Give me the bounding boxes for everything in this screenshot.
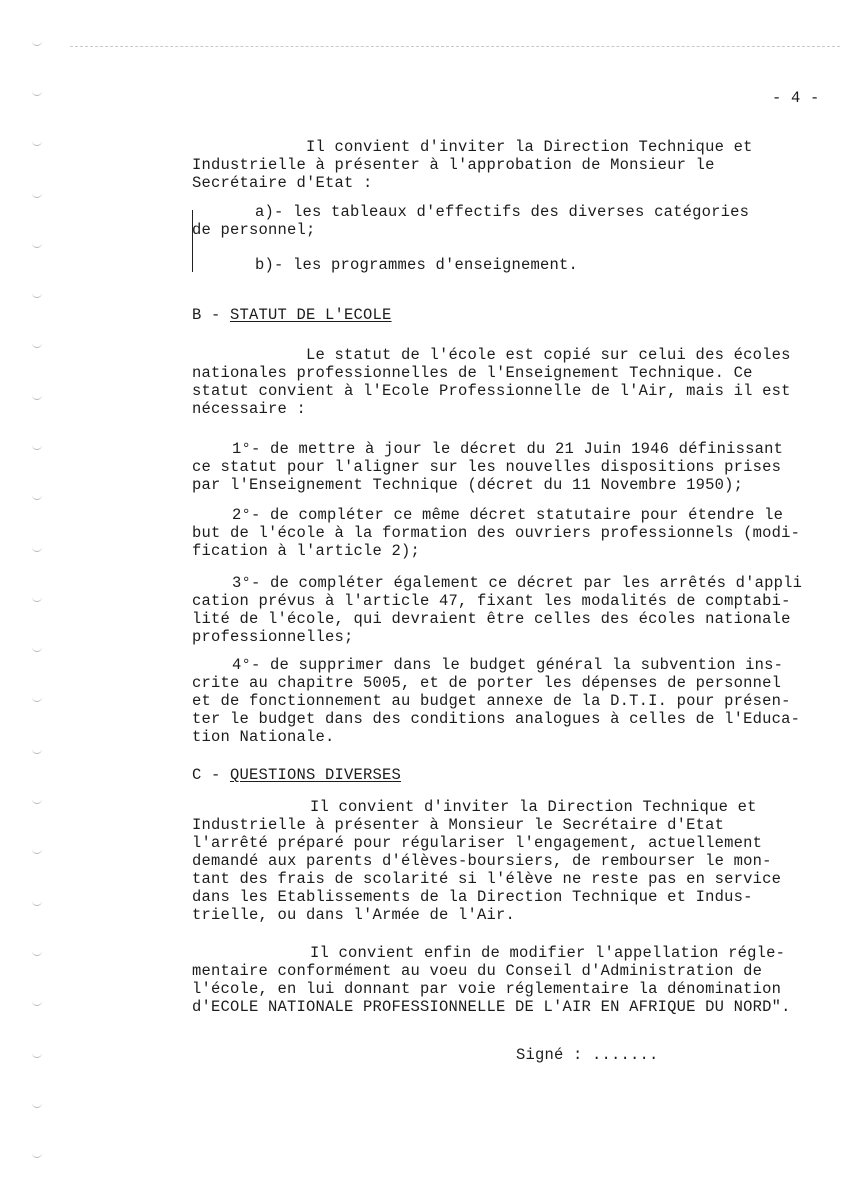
section-c-prefix: C - (192, 766, 231, 784)
section-b-title: STATUT DE L'ECOLE (230, 306, 392, 324)
intro-line: Il convient d'inviter la Direction Technique et (306, 138, 753, 156)
binding-hole (32, 594, 42, 602)
item-b-line: b)- les programmes d'enseignement. (255, 256, 579, 274)
point-3-line: cation prévus à l'article 47, fixant les modalités de comptabi- (192, 592, 791, 610)
questions-line: l'arrêté préparé pour régulariser l'engagement, actuellement (192, 834, 763, 852)
binding-hole (32, 544, 42, 552)
section-b-prefix: B - (192, 306, 231, 324)
questions-line: Industrielle à présenter à Monsieur le Secrétaire d'Etat (192, 816, 725, 834)
questions-line: Il convient d'inviter la Direction Technique et (310, 798, 757, 816)
point-1-line: ce statut pour l'aligner sur les nouvelles dispositions prises (192, 458, 782, 476)
binding-hole (32, 1150, 42, 1158)
appellation-line: mentaire conformément au voeu du Conseil d'Administration de (192, 962, 763, 980)
item-a-line: de personnel; (192, 221, 316, 239)
binding-hole (32, 38, 42, 46)
binding-hole (32, 1050, 42, 1058)
statut-line: nationales professionnelles de l'Enseignement Technique. Ce (192, 364, 753, 382)
signature: Signé : ....... (516, 1046, 659, 1064)
point-4-line: crite au chapitre 5005, et de porter les dépenses de personnel (192, 674, 782, 692)
statut-line: nécessaire : (192, 400, 307, 418)
questions-line: dans les Etablissements de la Direction Technique et Indus- (192, 888, 753, 906)
top-rule (70, 46, 840, 47)
section-b-heading (192, 306, 392, 324)
binding-hole (32, 88, 42, 96)
intro-line: Secrétaire d'Etat : (192, 174, 373, 192)
margin-mark (192, 210, 193, 272)
binding-hole (32, 190, 42, 198)
binding-hole (32, 948, 42, 956)
point-2-line: but de l'école à la formation des ouvriers professionnels (modi- (192, 524, 801, 542)
page-number: - 4 - (772, 89, 820, 107)
binding-hole (32, 392, 42, 400)
point-1-line: par l'Enseignement Technique (décret du 11 Novembre 1950); (192, 476, 744, 494)
appellation-line: Il convient enfin de modifier l'appellation régle- (310, 944, 786, 962)
appellation-line: l'école, en lui donnant par voie réglementaire la dénomination (192, 980, 782, 998)
questions-line: trielle, ou dans l'Armée de l'Air. (192, 906, 516, 924)
section-c-title: QUESTIONS DIVERSES (230, 766, 402, 784)
questions-line: demandé aux parents d'élèves-boursiers, de rembourser le mon- (192, 852, 772, 870)
binding-hole (32, 240, 42, 248)
appellation-line: d'ECOLE NATIONALE PROFESSIONNELLE DE L'AIR EN AFRIQUE DU NORD". (192, 998, 791, 1016)
binding-holes (32, 0, 48, 1183)
binding-hole (32, 694, 42, 702)
intro-line: Industrielle à présenter à l'approbation de Monsieur le (192, 156, 715, 174)
point-3-line: lité de l'école, qui devraient être celles des écoles nationale (192, 610, 791, 628)
point-4-line: tion Nationale. (192, 728, 335, 746)
point-4-line: et de fonctionnement au budget annexe de la D.T.I. pour présen- (192, 692, 791, 710)
binding-hole (32, 746, 42, 754)
binding-hole (32, 492, 42, 500)
binding-hole (32, 290, 42, 298)
binding-hole (32, 846, 42, 854)
binding-hole (32, 998, 42, 1006)
point-4-line: ter le budget dans des conditions analogues à celles de l'Educa- (192, 710, 801, 728)
binding-hole (32, 898, 42, 906)
statut-line: statut convient à l'Ecole Professionnelle de l'Air, mais il est (192, 382, 791, 400)
binding-hole (32, 1100, 42, 1108)
statut-line: Le statut de l'école est copié sur celui des écoles (306, 346, 791, 364)
binding-hole (32, 340, 42, 348)
binding-hole (32, 796, 42, 804)
item-a-line: a)- les tableaux d'effectifs des diverses catégories (255, 203, 750, 221)
point-1-line: 1°- de mettre à jour le décret du 21 Juin 1946 définissant (232, 440, 784, 458)
binding-hole (32, 138, 42, 146)
point-4-line: 4°- de supprimer dans le budget général la subvention ins- (232, 656, 784, 674)
section-c-heading (192, 766, 401, 784)
point-2-line: fication à l'article 2); (192, 542, 421, 560)
point-3-line: 3°- de compléter également ce décret par les arrêtés d'appli (232, 574, 803, 592)
point-2-line: 2°- de compléter ce même décret statutaire pour étendre le (232, 506, 784, 524)
questions-line: tant des frais de scolarité si l'élève ne reste pas en service (192, 870, 782, 888)
point-3-line: professionnelles; (192, 628, 354, 646)
binding-hole (32, 442, 42, 450)
binding-hole (32, 644, 42, 652)
